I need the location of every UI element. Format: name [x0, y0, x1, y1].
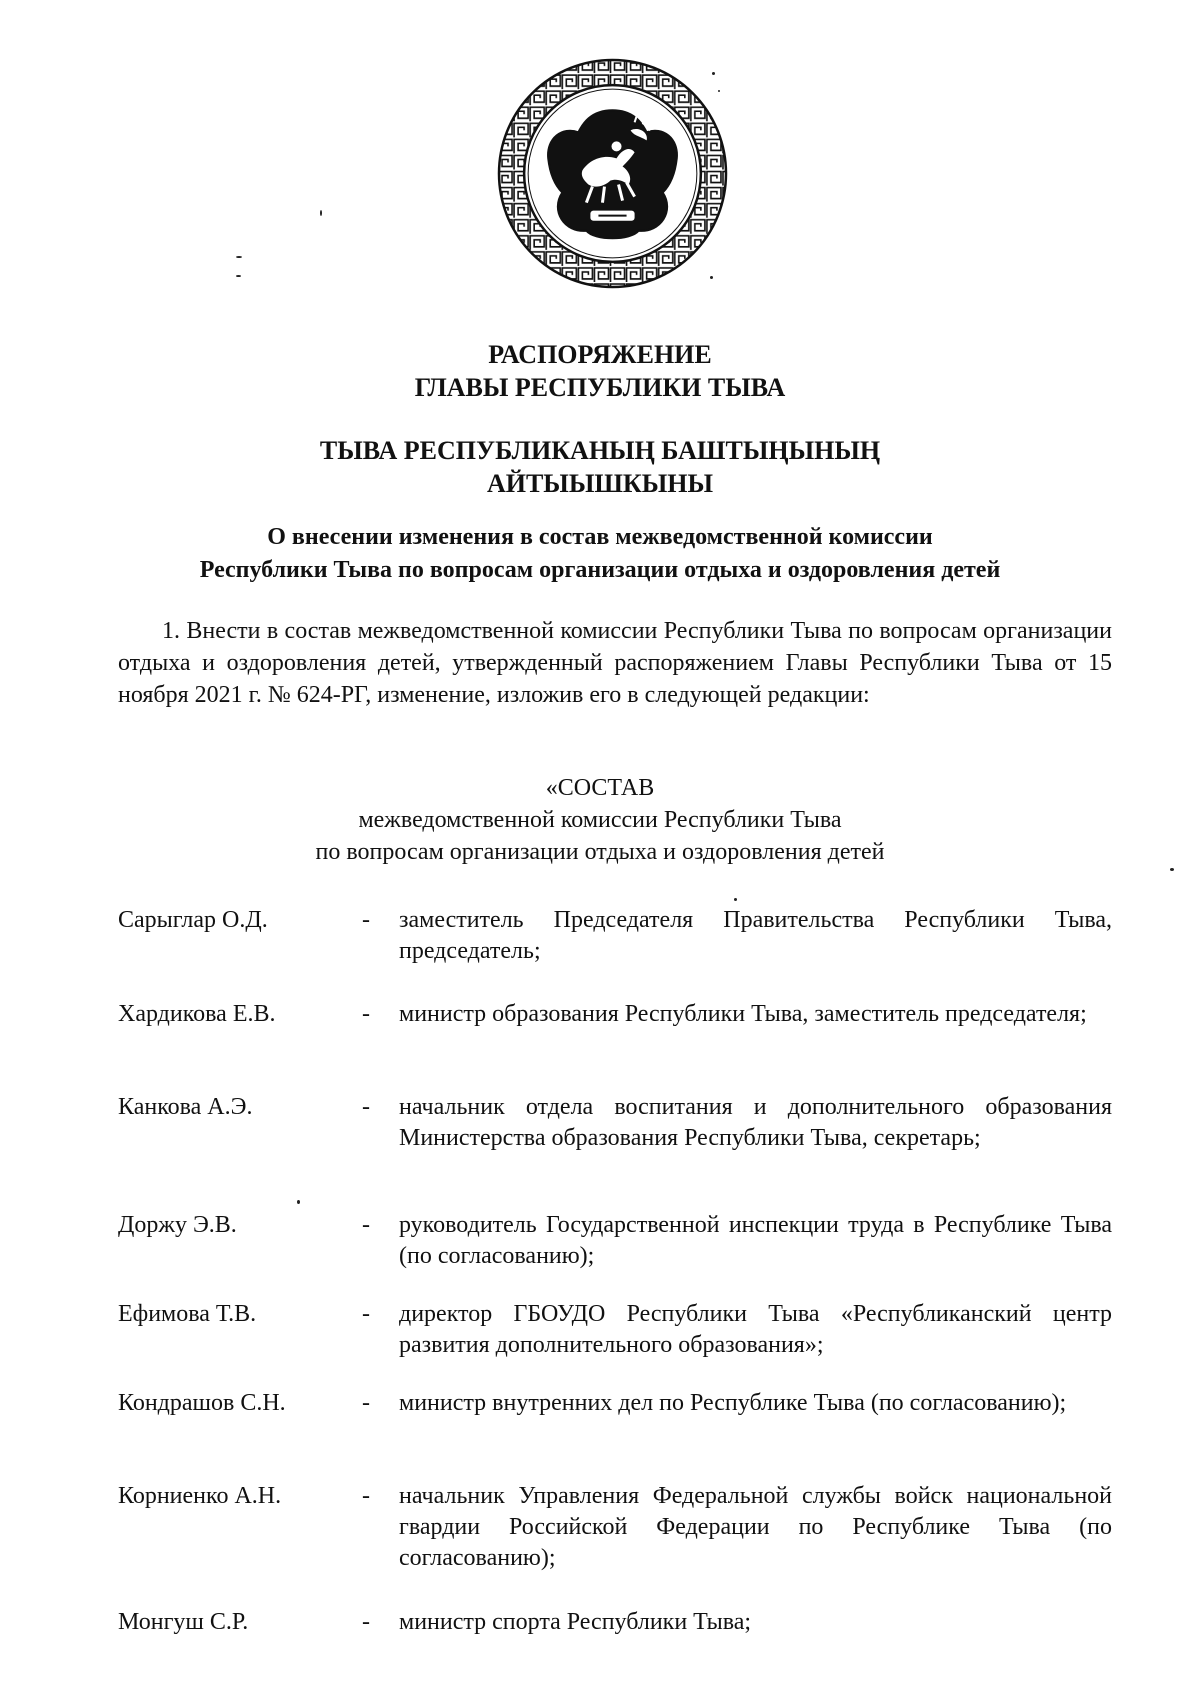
document-title-line-2: ГЛАВЫ РЕСПУБЛИКИ ТЫВА: [414, 373, 786, 402]
scan-speck: [297, 1200, 300, 1204]
member-role: министр спорта Республики Тыва;: [399, 1609, 752, 1635]
document-title: [0, 338, 1200, 404]
composition-line-2: межведомственной комиссии Республики Тыва: [358, 807, 842, 833]
member-dash: -: [362, 1094, 370, 1120]
member-role: директор ГБОУДО Республики Тыва «Республиканский центр развития дополнительного образования»;: [399, 1301, 1112, 1358]
scan-speck: [710, 276, 713, 279]
tuvan-title-line-1: ТЫВА РЕСПУБЛИКАНЫҢ БАШТЫҢЫНЫҢ: [319, 436, 881, 465]
member-name: Хардикова Е.В.: [118, 1001, 276, 1027]
scan-speck: [1170, 868, 1174, 871]
member-name: Кондрашов С.Н.: [118, 1390, 286, 1416]
coat-of-arms-emblem: [497, 58, 728, 289]
member-name: Доржу Э.В.: [118, 1212, 237, 1238]
subject-line-1: О внесении изменения в состав межведомственной комиссии: [267, 524, 933, 550]
member-dash: -: [362, 1390, 370, 1416]
member-name: Корниенко А.Н.: [118, 1483, 282, 1509]
member-role: начальник отдела воспитания и дополнительного образования Министерства образования Республики Тыва, секретарь;: [399, 1094, 1112, 1151]
scan-speck: [718, 90, 720, 92]
document-subject: [0, 521, 1200, 587]
member-role: министр внутренних дел по Республике Тыва (по согласованию);: [399, 1390, 1067, 1416]
member-role: заместитель Председателя Правительства Республики Тыва, председатель;: [399, 907, 1112, 964]
member-name: Канкова А.Э.: [118, 1094, 253, 1120]
member-name: Ефимова Т.В.: [118, 1301, 257, 1327]
scan-speck: [320, 210, 322, 216]
document-title-line-1: РАСПОРЯЖЕНИЕ: [488, 340, 712, 369]
member-dash: -: [362, 1212, 370, 1238]
member-role: начальник Управления Федеральной службы войск национальной гвардии Российской Федерации по Республике Тыва (по согласованию);: [399, 1483, 1112, 1571]
composition-heading: [0, 772, 1200, 868]
member-dash: -: [362, 1483, 370, 1509]
member-dash: -: [362, 1301, 370, 1327]
scan-speck: [236, 256, 242, 258]
scan-speck: [734, 898, 737, 901]
member-dash: -: [362, 1609, 370, 1635]
tuvan-title-line-2: АЙТЫЫШКЫНЫ: [486, 469, 714, 498]
member-name: Сарыглар О.Д.: [118, 907, 268, 933]
scan-speck: [712, 72, 715, 75]
member-role: министр образования Республики Тыва, заместитель председателя;: [399, 1001, 1087, 1027]
paragraph-1: 1. Внести в состав межведомственной комиссии Республики Тыва по вопросам организации отдыха и оздоровления детей, утвержденный распоряжением Главы Республики Тыва от 15 ноября 2021 г. № 624-РГ, изменение, изложив его в следующей редакции:: [118, 618, 1112, 708]
member-dash: -: [362, 907, 370, 933]
subject-line-2: Республики Тыва по вопросам организации отдыха и оздоровления детей: [199, 557, 1001, 583]
member-name: Монгуш С.Р.: [118, 1609, 249, 1635]
document-title-tuvan: [0, 434, 1200, 500]
member-dash: -: [362, 1001, 370, 1027]
scan-speck: [236, 275, 241, 277]
composition-title: «СОСТАВ: [545, 775, 655, 801]
member-role: руководитель Государственной инспекции труда в Республике Тыва (по согласованию);: [399, 1212, 1112, 1269]
composition-line-3: по вопросам организации отдыха и оздоровления детей: [315, 839, 885, 865]
